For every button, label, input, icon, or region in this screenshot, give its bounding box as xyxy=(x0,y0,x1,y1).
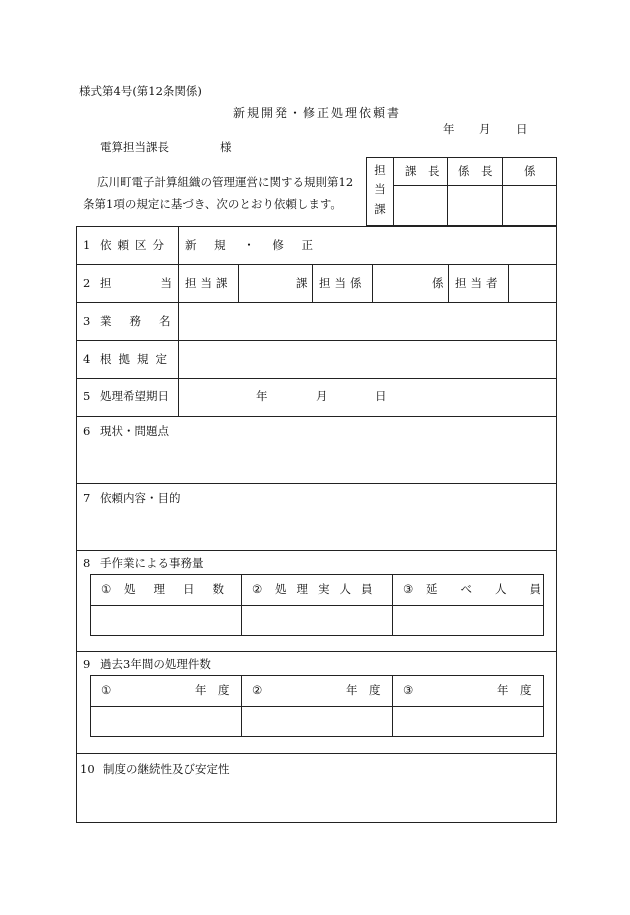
row-9-col-1-field[interactable] xyxy=(91,707,240,736)
row-5-field[interactable] xyxy=(179,379,556,415)
row-2-dept-label: 担当課 xyxy=(185,276,232,290)
row-5-number: 5 xyxy=(83,389,91,403)
approval-side-label: 担 当 課 xyxy=(374,163,386,216)
row-3-number: 3 xyxy=(83,314,91,328)
row-7-field[interactable] xyxy=(77,509,556,549)
row-8-col-3-mark: ③ xyxy=(403,582,414,596)
stamp-cell-subsection-chief[interactable] xyxy=(448,186,501,225)
row-2-subsection-label: 担当係 xyxy=(319,276,366,290)
row-4-field[interactable] xyxy=(179,341,556,377)
date-year-label: 年 xyxy=(443,122,455,136)
row-8-col-1-field[interactable] xyxy=(91,606,240,635)
row-2-subsection-suffix: 係 xyxy=(432,276,444,290)
row-7-number: 7 xyxy=(83,491,91,505)
addressee-honorific: 様 xyxy=(220,140,232,154)
date-month-label: 月 xyxy=(479,122,491,136)
row-10-field[interactable] xyxy=(77,780,556,822)
row-1-number: 1 xyxy=(83,238,91,252)
row-6-field[interactable] xyxy=(77,442,556,482)
row-9-col-1-text: 年 度 xyxy=(195,683,230,697)
page-title: 新規開発・修正処理依頼書 xyxy=(233,106,402,120)
row-4-number: 4 xyxy=(83,352,91,366)
row-5-label: 処理希望期日 xyxy=(100,389,169,403)
approval-col-staff: 係 xyxy=(524,164,536,178)
row-1-label: 依頼区分 xyxy=(100,238,170,252)
row-6-label: 現状・問題点 xyxy=(100,424,169,438)
row-9-col-3-field[interactable] xyxy=(393,707,543,736)
row-2-person-label: 担当者 xyxy=(455,276,502,290)
row-2-person-field[interactable] xyxy=(509,265,556,301)
row-5-year: 年 xyxy=(256,389,268,403)
approval-col-section-chief: 課 長 xyxy=(405,164,440,178)
row-10-label: 制度の継続性及び安定性 xyxy=(103,762,230,776)
form-number: 様式第4号(第12条関係) xyxy=(79,84,202,98)
row-9-col-2-text: 年 度 xyxy=(346,683,381,697)
row-7-label: 依頼内容・目的 xyxy=(100,491,181,505)
row-6-number: 6 xyxy=(83,424,91,438)
row-8-col-3-field[interactable] xyxy=(393,606,543,635)
stamp-cell-section-chief[interactable] xyxy=(394,186,446,225)
intro-line-2: 条第1項の規定に基づき、次のとおり依頼します。 xyxy=(83,197,342,211)
row-8-col-2-field[interactable] xyxy=(242,606,391,635)
row-9-col-3-text: 年 度 xyxy=(497,683,532,697)
row-9-label: 過去3年間の処理件数 xyxy=(100,657,211,671)
row-5-month: 月 xyxy=(316,389,328,403)
row-9-col-2-mark: ② xyxy=(252,683,263,697)
stamp-cell-staff[interactable] xyxy=(503,186,556,225)
row-3-label: 業務名 xyxy=(100,314,189,328)
row-8-col-1-text: 処理日数 xyxy=(124,582,242,596)
row-2-number: 2 xyxy=(83,276,91,290)
row-8-label: 手作業による事務量 xyxy=(100,556,204,570)
row-5-day: 日 xyxy=(375,389,387,403)
row-9-col-2-field[interactable] xyxy=(242,707,391,736)
row-9-col-3-mark: ③ xyxy=(403,683,414,697)
row-1-value: 新 規 ・ 修 正 xyxy=(185,238,313,252)
row-3-field[interactable] xyxy=(179,303,556,339)
row-9-col-1-mark: ① xyxy=(101,683,112,697)
row-2-dept-suffix: 課 xyxy=(296,276,308,290)
row-8-col-2-text: 処理実人員 xyxy=(275,582,383,596)
row-8-col-3-text: 延べ人員 xyxy=(426,582,564,596)
row-8-col-2-mark: ② xyxy=(252,582,263,596)
addressee: 電算担当課長 xyxy=(100,140,169,154)
row-4-label: 根拠規定 xyxy=(100,352,174,366)
date-day-label: 日 xyxy=(516,122,528,136)
row-9-number: 9 xyxy=(83,657,91,671)
row-8-number: 8 xyxy=(83,556,91,570)
row-10-number: 10 xyxy=(80,762,95,776)
intro-line-1: 広川町電子計算組織の管理運営に関する規則第12 xyxy=(97,175,354,189)
row-2-label: 担 当 xyxy=(100,276,172,290)
approval-col-subsection-chief: 係 長 xyxy=(458,164,493,178)
row-8-col-1-mark: ① xyxy=(101,582,112,596)
